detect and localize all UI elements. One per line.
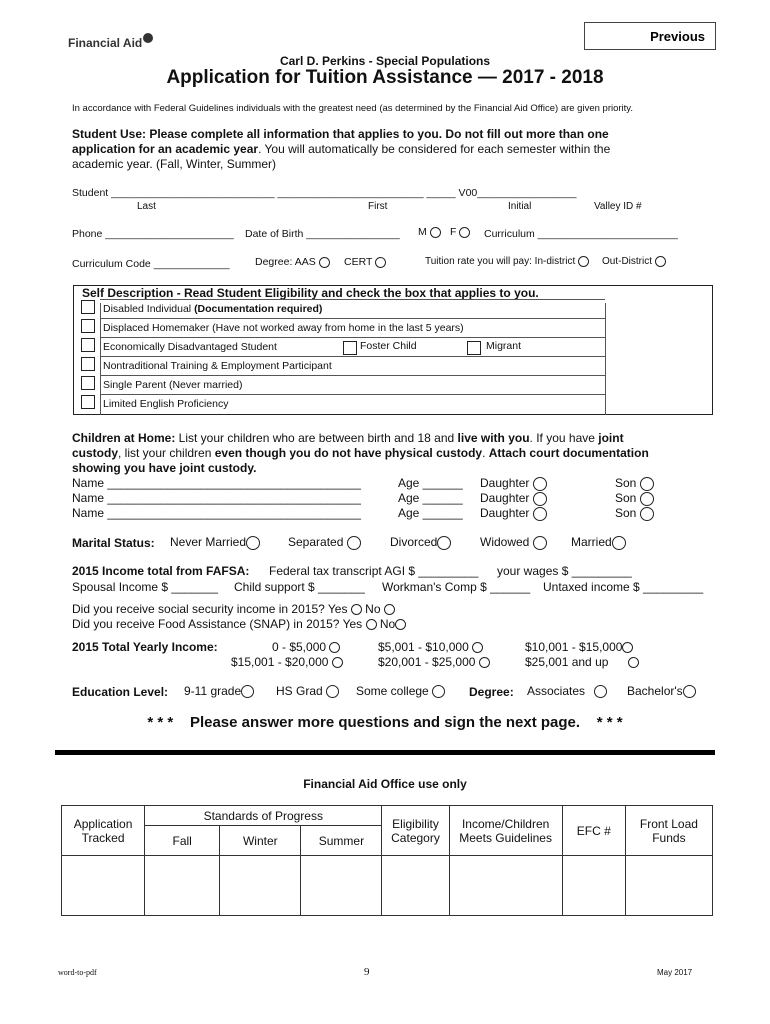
income-20001-25000-radio[interactable] [479, 657, 490, 668]
front-load-cell[interactable] [625, 856, 712, 916]
student-use-line1: Student Use: Please complete all information that applies to you. Do not fill out more than one [72, 127, 609, 141]
tuition-label: Tuition rate you will pay: In-district [425, 256, 576, 268]
income-25001-up [525, 655, 639, 669]
degree-cert-radio[interactable] [375, 257, 386, 268]
curriculum-field[interactable]: Curriculum ________________________ [484, 228, 678, 240]
food-question-text: Did you receive Food Assistance (SNAP) in 2015? Yes [72, 617, 363, 631]
degree-associates-radio[interactable] [594, 685, 607, 698]
self-desc-row-text: Economically Disadvantaged Student [103, 341, 277, 353]
children-line1 [72, 431, 624, 445]
student-use-line3: academic year. (Fall, Winter, Summer) [72, 157, 277, 171]
income-15001-20000 [231, 655, 343, 669]
married-radio[interactable] [612, 536, 626, 550]
social-security-question [72, 602, 395, 616]
funds-label: Funds [652, 830, 686, 845]
application-tracked-cell[interactable] [62, 856, 145, 916]
meets-guidelines-label: Meets Guidelines [459, 830, 552, 845]
winter-cell[interactable] [220, 856, 301, 916]
separated-label: Separated [288, 535, 344, 549]
self-desc-row-text: Disabled Individual [103, 303, 195, 315]
education-level-label: Education Level: [72, 685, 169, 699]
children-live-with: live with you [457, 431, 530, 445]
income-5001-10000 [378, 640, 483, 654]
yearly-income-label: 2015 Total Yearly Income: [72, 640, 218, 654]
footer-date: May 2017 [657, 968, 693, 977]
foster-child-label: Foster Child [360, 340, 417, 352]
daughter-radio[interactable] [533, 492, 547, 506]
gender-m [418, 226, 441, 238]
child-name-1[interactable]: Name ______________________________________ [72, 476, 361, 490]
child-age-1[interactable]: Age ______ [398, 476, 463, 490]
self-desc-row-text: Displaced Homemaker (Have not worked away from home in the last 5 years) [103, 322, 464, 334]
child-son-3 [615, 506, 654, 521]
section-divider [55, 750, 715, 755]
marital-never-married [170, 535, 260, 550]
education-option-label: HS Grad [276, 684, 323, 698]
summer-header: Summer [301, 826, 382, 856]
education-9-11 [184, 684, 254, 698]
education-hs-grad-radio[interactable] [326, 685, 339, 698]
application-label: Application [73, 816, 133, 831]
logo-text: Financial Aid [68, 36, 143, 50]
children-physical: even though you do not have physical custody [214, 446, 483, 460]
student-name-field[interactable]: Student ____________________________ _________________________ _____ V00_________________ [72, 187, 577, 199]
degree-aas-label: Degree: AAS [255, 256, 316, 268]
separated-radio[interactable] [347, 536, 361, 550]
workmans-comp-field[interactable]: Workman's Comp $ ______ [382, 580, 531, 594]
degree-option-label: Bachelor's [627, 684, 683, 698]
never-married-label: Never Married [170, 535, 247, 549]
label-first: First [368, 201, 388, 212]
children-text2: . If you have [529, 431, 599, 445]
financial-aid-logo [68, 36, 153, 50]
migrant-label: Migrant [486, 340, 522, 352]
son-radio[interactable] [640, 492, 654, 506]
front-load-label: Front Load [639, 816, 698, 831]
ss-yes-radio[interactable] [351, 604, 362, 615]
married-label: Married [571, 535, 612, 549]
ss-no-label: No [365, 602, 381, 616]
gender-m-radio[interactable] [430, 227, 441, 238]
food-no-label: No [379, 617, 396, 631]
gender-f-label: F [450, 226, 457, 238]
application-tracked-header [62, 806, 145, 856]
child-age-3[interactable]: Age ______ [398, 506, 463, 520]
limited-english-checkbox[interactable] [81, 395, 95, 409]
food-assistance-question [72, 617, 406, 631]
fall-cell[interactable] [145, 856, 220, 916]
next-page-note: * * * Please answer more questions and sign the next page. * * * [147, 714, 623, 731]
never-married-radio[interactable] [246, 536, 260, 550]
divorced-radio[interactable] [437, 536, 451, 550]
marital-widowed [480, 535, 547, 550]
foster-child-checkbox[interactable] [343, 341, 357, 355]
children-attach: Attach court documentation [488, 446, 649, 460]
self-desc-row-text: Nontraditional Training & Employment Participant [103, 360, 332, 372]
self-desc-divider-right [605, 303, 606, 415]
page-number: 9 [364, 966, 370, 978]
label-last: Last [137, 201, 156, 212]
daughter-label: Daughter [480, 476, 530, 490]
label-initial: Initial [508, 201, 532, 212]
children-joint: joint [598, 431, 624, 445]
education-option-label: 9-11 grade [184, 684, 242, 698]
tuition-in-district [425, 256, 589, 267]
out-district-radio[interactable] [655, 256, 666, 267]
gender-f-radio[interactable] [459, 227, 470, 238]
economically-disadvantaged-checkbox[interactable] [81, 338, 95, 352]
children-line3: showing you have joint custody. [72, 461, 257, 475]
student-use-bold: application for an academic year [72, 142, 259, 156]
nontraditional-checkbox[interactable] [81, 357, 95, 371]
income-option-label: $10,001 - $15,000 [525, 640, 623, 654]
children-text1: List your children who are between birth and 18 and [175, 431, 458, 445]
child-daughter-3 [480, 506, 547, 521]
efc-cell[interactable] [562, 856, 625, 916]
disabled-checkbox[interactable] [81, 300, 95, 314]
child-name-2[interactable]: Name ______________________________________ [72, 491, 361, 505]
income-option-label: $15,001 - $20,000 [231, 655, 329, 669]
agi-field[interactable]: Federal tax transcript AGI $ _________ [269, 564, 479, 578]
winter-header: Winter [220, 826, 301, 856]
children-text4: . [482, 446, 489, 460]
income-option-label: $5,001 - $10,000 [378, 640, 469, 654]
income-children-cell[interactable] [449, 856, 562, 916]
marital-married [571, 535, 626, 550]
category-label: Category [391, 830, 440, 845]
efc-header: EFC # [562, 806, 625, 856]
son-label: Son [615, 491, 637, 505]
degree-bachelors [627, 684, 696, 698]
daughter-radio[interactable] [533, 507, 547, 521]
degree-cert [344, 256, 386, 268]
degree-option-label: Associates [527, 684, 586, 698]
marital-divorced [390, 535, 451, 550]
children-line2 [72, 446, 649, 460]
divorced-label: Divorced [390, 535, 438, 549]
child-son-2 [615, 491, 654, 506]
displaced-homemaker-checkbox[interactable] [81, 319, 95, 333]
ss-question-text: Did you receive social security income in 2015? Yes [72, 602, 348, 616]
child-age-2[interactable]: Age ______ [398, 491, 463, 505]
income-option-label: $20,001 - $25,000 [378, 655, 476, 669]
child-son-1 [615, 476, 654, 491]
degree-bachelors-radio[interactable] [683, 685, 696, 698]
front-load-header [625, 806, 712, 856]
tracked-label: Tracked [81, 830, 125, 845]
income-0-5000-radio[interactable] [329, 642, 340, 653]
degree-aas-radio[interactable] [319, 257, 330, 268]
ss-no-radio[interactable] [384, 604, 395, 615]
untaxed-income-field[interactable]: Untaxed income $ _________ [543, 580, 704, 594]
single-parent-checkbox[interactable] [81, 376, 95, 390]
education-some-college [356, 684, 445, 698]
logo-badge-icon [143, 33, 153, 43]
self-desc-row [100, 356, 605, 375]
education-hs-grad [276, 684, 339, 698]
curriculum-code-field[interactable]: Curriculum Code _____________ [72, 258, 230, 270]
standards-header: Standards of Progress [145, 806, 382, 826]
income-0-5000 [272, 640, 340, 654]
income-15001-20000-radio[interactable] [332, 657, 343, 668]
previous-button[interactable]: Previous [584, 22, 716, 50]
out-district-label: Out-District [602, 256, 652, 268]
income-10001-15000 [525, 640, 633, 654]
gender-m-label: M [418, 226, 427, 238]
marital-separated [288, 535, 361, 550]
education-option-label: Some college [356, 684, 429, 698]
eligibility-cell[interactable] [382, 856, 449, 916]
income-children-label: Income/Children [461, 816, 550, 831]
migrant-checkbox[interactable] [467, 341, 481, 355]
office-use-table [61, 805, 713, 916]
intro-text: In accordance with Federal Guidelines individuals with the greatest need (as determined by the Financial Aid Office) are given priority. [72, 103, 633, 114]
children-custody: custody [72, 446, 119, 460]
footer-source: word-to-pdf [58, 968, 97, 977]
child-support-field[interactable]: Child support $ _______ [234, 580, 365, 594]
income-children-header [449, 806, 562, 856]
form-subtitle: Carl D. Perkins - Special Populations [279, 54, 491, 68]
son-label: Son [615, 476, 637, 490]
children-heading: Children at Home: [72, 431, 176, 445]
marital-status-label: Marital Status: [72, 536, 155, 550]
fall-header: Fall [145, 826, 220, 856]
student-use-rest: . You will automatically be considered for each semester within the [258, 142, 611, 156]
self-desc-row [100, 299, 605, 318]
widowed-radio[interactable] [533, 536, 547, 550]
income-25001-up-radio[interactable] [628, 657, 639, 668]
children-text3: , list your children [118, 446, 215, 460]
son-label: Son [615, 506, 637, 520]
student-use-line2 [72, 142, 610, 156]
education-9-11-radio[interactable] [241, 685, 254, 698]
summer-cell[interactable] [301, 856, 382, 916]
daughter-label: Daughter [480, 506, 530, 520]
self-desc-row-text: Single Parent (Never married) [103, 379, 243, 391]
self-desc-row [100, 375, 605, 394]
office-use-title: Financial Aid Office use only [303, 777, 467, 791]
widowed-label: Widowed [480, 535, 530, 549]
self-desc-row-text: Limited English Proficiency [103, 398, 229, 410]
dob-field[interactable]: Date of Birth ________________ [245, 228, 400, 240]
self-desc-row [100, 394, 605, 413]
child-name-3[interactable]: Name ______________________________________ [72, 506, 361, 520]
gender-f [450, 226, 470, 238]
income-option-label: 0 - $5,000 [272, 640, 327, 654]
eligibility-header [382, 806, 449, 856]
income-option-label: $25,001 and up [525, 655, 609, 669]
self-desc-row-bold: (Documentation required) [194, 303, 323, 315]
education-some-college-radio[interactable] [432, 685, 445, 698]
wages-field[interactable]: your wages $ _________ [497, 564, 632, 578]
self-desc-row [100, 318, 605, 337]
food-no-radio[interactable] [395, 619, 406, 630]
income-10001-15000-radio[interactable] [622, 642, 633, 653]
eligibility-label: Eligibility [392, 816, 439, 831]
income-20001-25000 [378, 655, 490, 669]
page-title: Application for Tuition Assistance — 2017 - 2018 [166, 67, 604, 88]
food-yes-radio[interactable] [366, 619, 377, 630]
daughter-label: Daughter [480, 491, 530, 505]
child-daughter-2 [480, 491, 547, 506]
in-district-radio[interactable] [578, 256, 589, 267]
degree-label: Degree: [469, 685, 514, 699]
degree-associates [527, 684, 607, 698]
child-daughter-1 [480, 476, 547, 491]
son-radio[interactable] [640, 477, 654, 491]
spousal-income-field[interactable]: Spousal Income $ _______ [72, 580, 219, 594]
income-fafsa-label: 2015 Income total from FAFSA: [72, 564, 250, 578]
self-description-heading: Self Description - Read Student Eligibility and check the box that applies to you. [82, 286, 539, 300]
degree-cert-label: CERT [344, 256, 373, 268]
income-5001-10000-radio[interactable] [472, 642, 483, 653]
daughter-radio[interactable] [533, 477, 547, 491]
phone-field[interactable]: Phone ______________________ [72, 228, 234, 240]
degree-aas [255, 256, 330, 268]
tuition-out-district [602, 256, 666, 267]
son-radio[interactable] [640, 507, 654, 521]
label-valley-id: Valley ID # [594, 201, 642, 212]
